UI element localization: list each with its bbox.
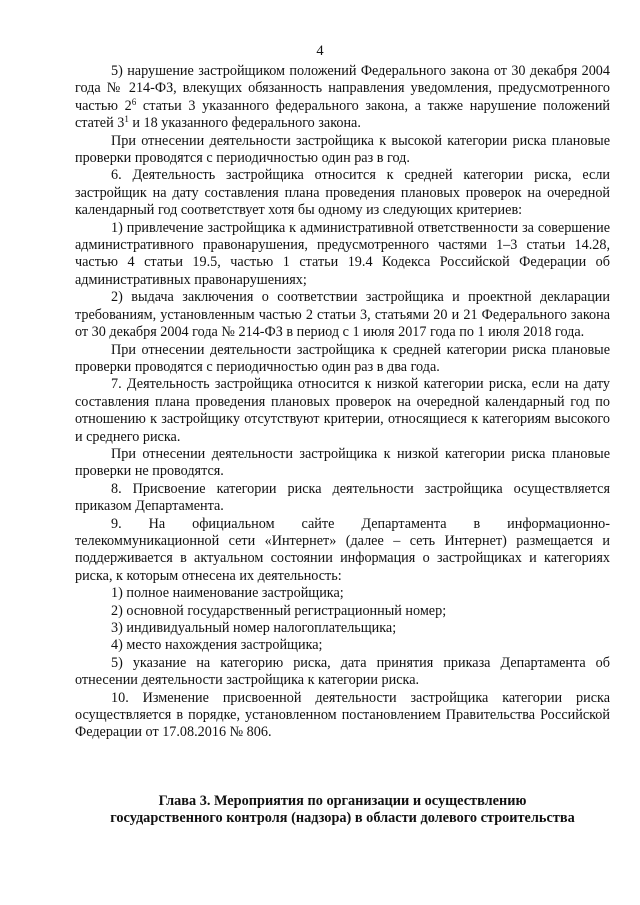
paragraph-item-7: 7. Деятельность застройщика относится к низкой категории риска, если на дату составления плана проведения плановых проверок на очередной календарный год по отношению к застройщику отсутствуют критерии, относящиеся к категориям высокого и среднего риска. [75,376,610,445]
paragraph-item-8: 8. Присвоение категории риска деятельности застройщика осуществляется приказом Департамента. [75,480,610,515]
list-item: 1) полное наименование застройщика; [111,585,344,602]
chapter-heading-line: Глава 3. Мероприятия по организации и осуществлению [158,793,527,809]
chapter-heading-line: государственного контроля (надзора) в области долевого строительства [110,810,575,827]
paragraph-violation-5 [75,63,610,133]
paragraph-item-10: 10. Изменение присвоенной деятельности застройщика категории риска осуществляется в порядке, установленном постановлением Правительства Российской Федерации от 17.08.2016 № 806. [75,689,610,741]
superscript: 1 [124,114,129,125]
list-item: 3) индивидуальный номер налогоплательщика; [111,620,397,636]
paragraph-criterion-1: 1) привлечение застройщика к административной ответственности за совершение административного правонарушения, предусмотренного частями 1–3 статьи 14.28, частью 4 статьи 19.5, частью 1 статьи 19.4 Кодекса Российской Федерации об административных правонарушениях; [75,219,610,288]
chapter-heading [75,793,610,828]
paragraph-criterion-2: 2) выдача заключения о соответствии застройщика и проектной декларации требованиям, установленным частью 2 статьи 3, статьями 20 и 21 Федерального закона от 30 декабря 2004 года № 214-ФЗ в период с 1 июля 2017 года по 1 июля 2018 года. [75,289,610,341]
paragraph-item-6: 6. Деятельность застройщика относится к средней категории риска, если застройщик на дату составления плана проведения плановых проверок на очередной календарный год соответствует хотя бы одному из следующих критериев: [75,167,610,219]
paragraph-item-9: 9. На официальном сайте Департамента в информационно-телекоммуникационной сети «Интернет» (далее – сеть Интернет) размещается и поддерживается в актуальном состоянии информация о застройщиках и категориях риска, к которым отнесена их деятельность: [75,515,610,584]
superscript: 6 [131,96,137,107]
paragraph-medium-risk-inspections: При отнесении деятельности застройщика к средней категории риска плановые проверки проводятся с периодичностью один раз в два года. [75,341,610,375]
page-number: 4 [316,43,324,59]
paragraph-low-risk-inspections: При отнесении деятельности застройщика к низкой категории риска плановые проверки не проводятся. [75,445,610,480]
list-item: 2) основной государственный регистрационный номер; [111,602,447,619]
paragraph-text: 5) нарушение застройщиком положений Федерального закона от 30 декабря 2004 года № 214-ФЗ, влекущих обязанность направления уведомления, предусмотренного частью 2 [75,63,610,114]
paragraph-high-risk-inspections: При отнесении деятельности застройщика к высокой категории риска плановые проверки проводятся с периодичностью один раз в год. [75,132,610,167]
list-item: 5) указание на категорию риска, дата принятия приказа Департамента об отнесении деятельности застройщика к категории риска. [75,654,610,689]
list-item: 4) место нахождения застройщика; [111,637,323,654]
paragraph-text: статьи 3 указанного федерального закона, а также нарушение положений статей 3 [75,97,611,132]
document-body [75,63,610,742]
paragraph-text: и 18 указанного федерального закона. [128,115,361,132]
